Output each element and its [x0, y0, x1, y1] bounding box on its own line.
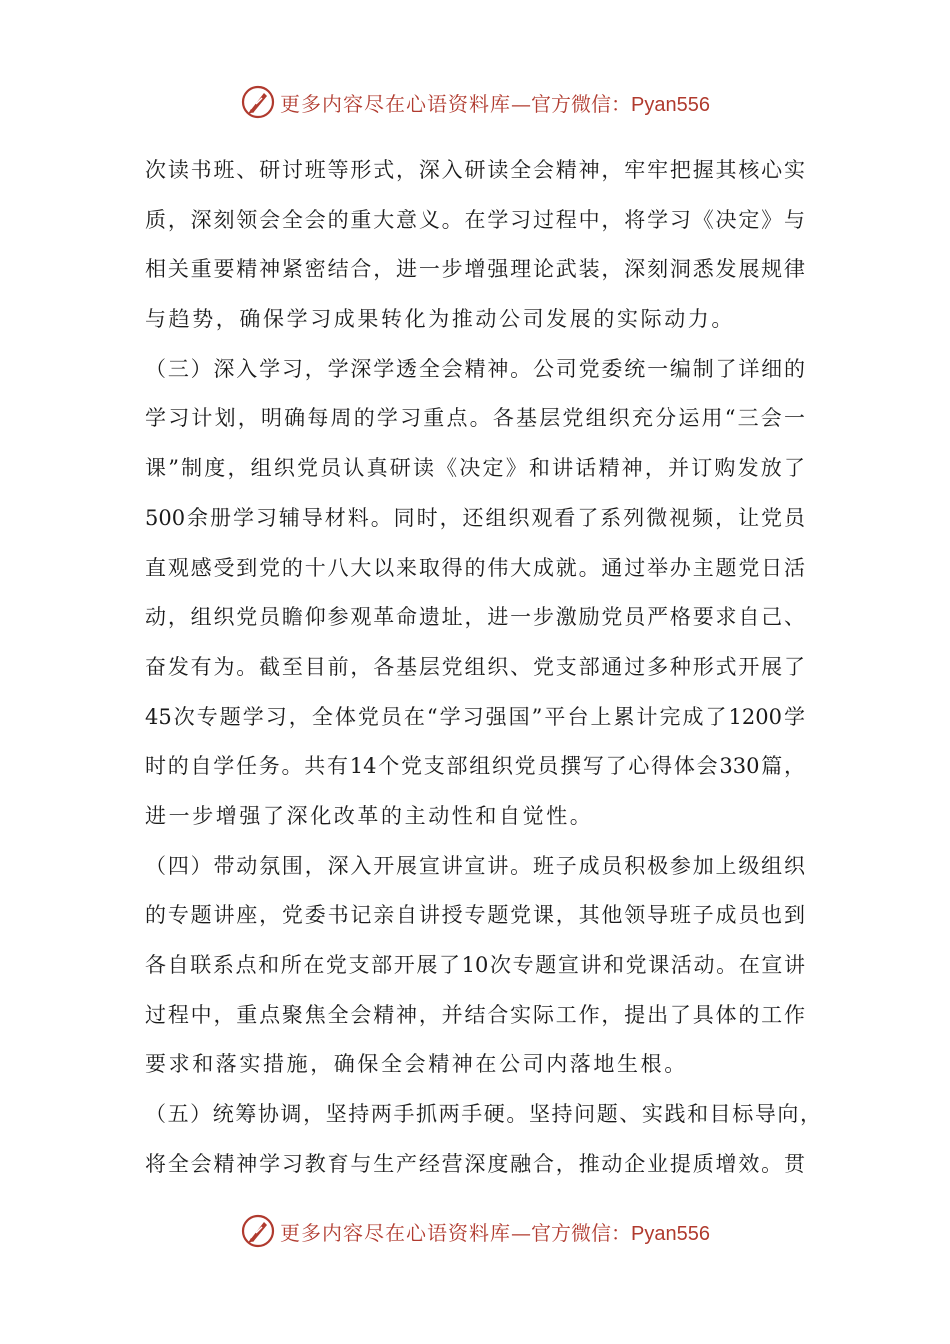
text-line: 的专题讲座，党委书记亲自讲授专题党课，其他领导班子成员也到: [145, 903, 805, 928]
text-line: 时的自学任务。共有14个党支部组织党员撰写了心得体会330篇，: [145, 754, 805, 779]
header-text-sep: —: [511, 91, 532, 116]
text-line: （五）统筹协调，坚持两手抓两手硬。坚持问题、实践和目标导向，: [145, 1102, 821, 1127]
text-line: 直观感受到党的十八大以来取得的伟大成就。通过举办主题党日活: [145, 555, 805, 580]
text-line: 要求和落实措施，确保全会精神在公司内落地生根。: [145, 1052, 688, 1077]
header-text-wechat: 官方微信：Pyan556: [531, 93, 710, 116]
text-line: 次读书班、研讨班等形式，深入研读全会精神，牢牢把握其核心实: [145, 158, 805, 182]
text-line: 进一步增强了深化改革的主动性和自觉性。: [145, 803, 594, 828]
footer-text-wechat: 官方微信：Pyan556: [531, 1222, 710, 1245]
footer-text-main: 更多内容尽在心语资料库: [280, 1220, 512, 1245]
text-line: 过程中，重点聚焦全会精神，并结合实际工作，提出了具体的工作: [145, 1002, 805, 1027]
text-line: 奋发有为。截至目前，各基层党组织、党支部通过多种形式开展了: [145, 654, 805, 679]
text-line: 将全会精神学习教育与生产经营深度融合，推动企业提质增效。贯: [145, 1151, 805, 1176]
text-line: 动，组织党员瞻仰参观革命遗址，进一步激励党员严格要求自己、: [145, 605, 805, 630]
header-text-main: 更多内容尽在心语资料库: [280, 91, 512, 116]
text-line: 质，深刻领会全会的重大意义。在学习过程中，将学习《决定》与: [145, 207, 805, 232]
pen-feather-logo-icon: [240, 84, 276, 120]
text-line: 500余册学习辅导材料。同时，还组织观看了系列微视频，让党员: [145, 505, 805, 530]
text-line: （四）带动氛围，深入开展宣讲宣讲。班子成员积极参加上级组织: [145, 853, 805, 878]
footer-text-sep: —: [511, 1220, 532, 1245]
text-line: 各自联系点和所在党支部开展了10次专题宣讲和党课活动。在宣讲: [145, 953, 805, 977]
header-banner: [0, 82, 950, 122]
document-body: [145, 146, 825, 1189]
text-line: （三）深入学习，学深学透全会精神。公司党委统一编制了详细的: [145, 356, 805, 381]
text-line: 与趋势，确保学习成果转化为推动公司发展的实际动力。: [145, 307, 735, 332]
footer-banner: [0, 1211, 950, 1251]
text-line: 学习计划，明确每周的学习重点。各基层党组织充分运用“三会一: [145, 406, 805, 431]
pen-feather-logo-icon: [240, 1213, 276, 1249]
header-text: [280, 88, 710, 117]
footer-text: [280, 1217, 710, 1246]
text-line: 相关重要精神紧密结合，进一步增强理论武装，深刻洞悉发展规律: [145, 257, 805, 282]
text-line: 课”制度，组织党员认真研读《决定》和讲话精神，并订购发放了: [145, 456, 805, 481]
text-line: 45次专题学习，全体党员在“学习强国”平台上累计完成了1200学: [145, 704, 805, 729]
